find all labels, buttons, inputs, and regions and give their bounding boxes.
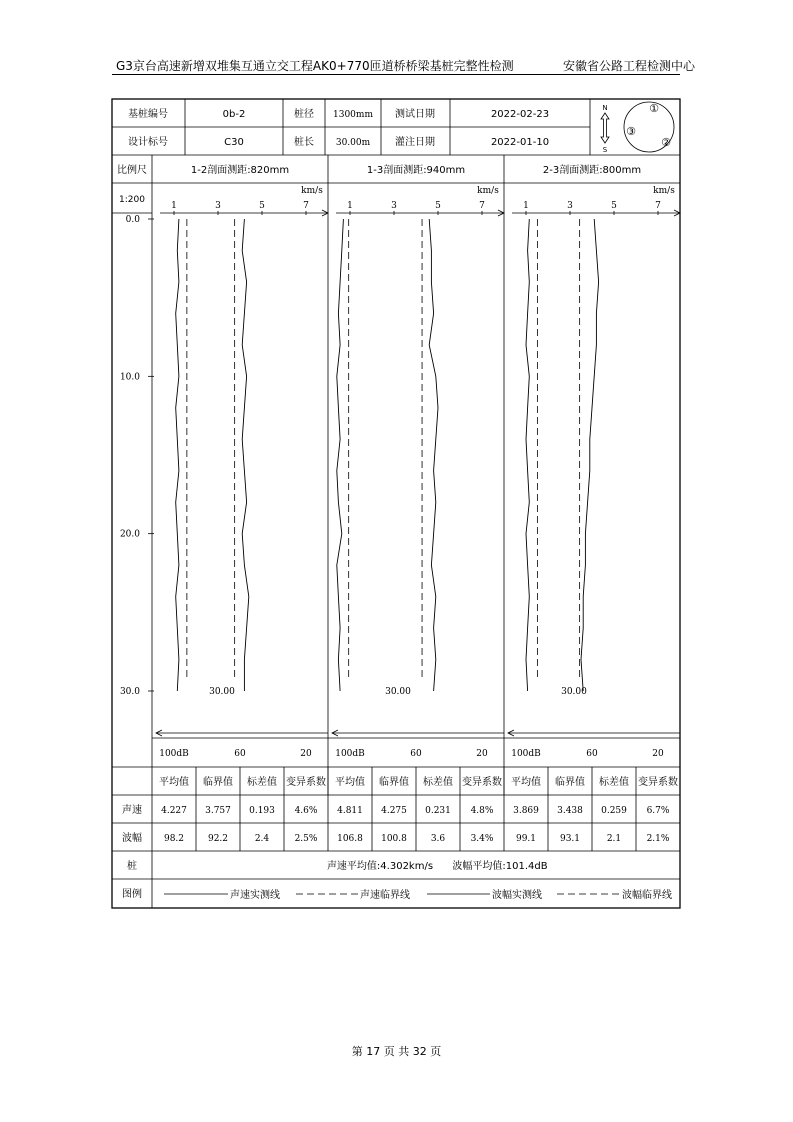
velocity-tick-label: 1: [347, 201, 353, 211]
stats-header-cell: 变异系数: [462, 777, 502, 788]
velocity-tick-label: 7: [479, 201, 485, 211]
amplitude-stat-cell: 98.2: [163, 834, 185, 844]
velocity-unit: km/s: [653, 186, 675, 196]
stats-table: [159, 775, 678, 844]
amplitude-measured-line: [337, 219, 344, 691]
velocity-tick-label: 7: [655, 201, 661, 211]
velocity-stat-cell: 6.7%: [646, 806, 670, 816]
velocity-stat-cell: 4.6%: [294, 806, 318, 816]
pile-no-value: 0b-2: [222, 109, 246, 120]
amplitude-stat-cell: 2.1%: [646, 834, 670, 844]
compass-south-label: S: [602, 146, 608, 154]
profile-title: 1-2剖面测距:820mm: [190, 165, 290, 176]
legend-row-label: 图例: [122, 889, 142, 900]
stats-header-cell: 标差值: [599, 777, 629, 788]
pile-no-label: 基桩编号: [128, 109, 168, 120]
depth-end-label: 30.00: [385, 687, 411, 697]
amplitude-tick-label: 100dB: [335, 749, 365, 759]
velocity-summary: 声速平均值:4.302km/s: [326, 861, 434, 872]
profile-panel-2: [332, 163, 504, 759]
velocity-unit: km/s: [301, 186, 323, 196]
amplitude-tick-label: 60: [586, 749, 598, 759]
velocity-measured-line: [242, 219, 249, 691]
stats-header-cell: 平均值: [159, 777, 189, 788]
chart-grid: [112, 155, 680, 908]
page-footer: 第 17 页 共 32 页: [351, 1045, 442, 1058]
tube-2-label: ②: [661, 136, 671, 149]
velocity-tick-label: 3: [215, 201, 221, 211]
depth-tick-label: 0.0: [125, 215, 140, 225]
velocity-tick-label: 7: [303, 201, 309, 211]
diameter-label: 桩径: [294, 109, 314, 120]
amplitude-tick-label: 20: [300, 749, 312, 759]
amplitude-stat-cell: 3.6: [430, 834, 446, 844]
scale-value: 1:200: [119, 195, 145, 205]
compass-arrow-icon: [601, 113, 609, 143]
tube-3-label: ③: [626, 125, 636, 138]
amplitude-summary: 波幅平均值:101.4dB: [452, 861, 548, 872]
pour-date-value: 2022-01-10: [490, 137, 550, 148]
document-header-org: 安徽省公路工程检测中心: [562, 59, 695, 73]
velocity-tick-label: 5: [259, 201, 265, 211]
velocity-tick-label: 1: [171, 201, 177, 211]
legend-item-velocity-measured: 声速实测线: [230, 890, 280, 901]
amplitude-measured-line: [526, 219, 529, 691]
stats-header-cell: 临界值: [379, 777, 409, 788]
velocity-tick-label: 5: [611, 201, 617, 211]
test-date-label: 测试日期: [395, 109, 435, 120]
velocity-tick-label: 3: [391, 201, 397, 211]
legend-item-amplitude-measured: 波幅实测线: [492, 890, 542, 901]
length-value: 30.00m: [335, 138, 371, 148]
grade-value: C30: [224, 137, 244, 148]
pile-row-label: 桩: [127, 861, 137, 872]
stats-header-cell: 标差值: [423, 777, 453, 788]
velocity-stat-cell: 4.811: [337, 806, 363, 816]
velocity-row-label: 声速: [122, 805, 142, 816]
legend-item-velocity-critical: 声速临界线: [360, 890, 410, 901]
amplitude-stat-cell: 93.1: [559, 834, 581, 844]
stats-header-cell: 变异系数: [638, 777, 678, 788]
tube-1-label: ①: [649, 102, 659, 115]
compass-north-label: N: [602, 104, 608, 112]
amplitude-stat-cell: 2.4: [254, 834, 270, 844]
pour-date-label: 灌注日期: [395, 137, 435, 148]
profile-title: 1-3剖面测距:940mm: [366, 165, 466, 176]
stats-header-cell: 标差值: [247, 777, 277, 788]
stats-header-cell: 临界值: [203, 777, 233, 788]
amplitude-stat-cell: 3.4%: [470, 834, 494, 844]
amplitude-tick-label: 60: [410, 749, 422, 759]
velocity-measured-line: [429, 219, 438, 691]
tube-layout-diagram: [601, 102, 674, 154]
stats-header-cell: 临界值: [555, 777, 585, 788]
amplitude-tick-label: 20: [476, 749, 488, 759]
velocity-tick-label: 3: [567, 201, 573, 211]
scale-label: 比例尺: [117, 165, 147, 176]
velocity-stat-cell: 3.438: [557, 806, 583, 816]
velocity-tick-label: 1: [523, 201, 529, 211]
amplitude-tick-label: 100dB: [511, 749, 541, 759]
velocity-stat-cell: 3.869: [513, 806, 539, 816]
depth-end-label: 30.00: [209, 687, 235, 697]
profile-title: 2-3剖面测距:800mm: [542, 165, 642, 176]
diameter-value: 1300mm: [333, 110, 373, 120]
stats-header-cell: 变异系数: [286, 777, 326, 788]
velocity-stat-cell: 4.275: [381, 806, 407, 816]
grade-label: 设计标号: [128, 137, 168, 148]
amplitude-measured-line: [176, 219, 179, 691]
profile-panel-3: [508, 163, 680, 759]
depth-tick-label: 30.0: [119, 687, 140, 697]
amplitude-tick-label: 100dB: [159, 749, 189, 759]
amplitude-stat-cell: 106.8: [337, 834, 363, 844]
document-header-title: G3京台高速新增双堆集互通立交工程AK0+770匝道桥桥梁基桩完整性检测: [116, 59, 514, 73]
length-label: 桩长: [294, 137, 314, 148]
velocity-stat-cell: 4.227: [161, 806, 187, 816]
amplitude-stat-cell: 92.2: [207, 834, 229, 844]
velocity-tick-label: 5: [435, 201, 441, 211]
velocity-unit: km/s: [477, 186, 499, 196]
velocity-stat-cell: 0.259: [601, 806, 627, 816]
legend-item-amplitude-critical: 波幅临界线: [622, 890, 672, 901]
stats-header-cell: 平均值: [511, 777, 541, 788]
velocity-stat-cell: 0.231: [425, 806, 451, 816]
amplitude-stat-cell: 100.8: [381, 834, 407, 844]
profile-panel-1: [156, 163, 328, 759]
stats-header-cell: 平均值: [335, 777, 365, 788]
depth-axis: [120, 215, 154, 697]
profile-panels: [156, 163, 680, 759]
velocity-measured-line: [581, 219, 599, 691]
depth-end-label: 30.00: [561, 687, 587, 697]
amplitude-tick-label: 60: [234, 749, 246, 759]
depth-tick-label: 20.0: [119, 529, 140, 540]
depth-tick-label: 10.0: [119, 372, 140, 383]
amplitude-stat-cell: 99.1: [515, 834, 537, 844]
velocity-stat-cell: 0.193: [249, 806, 275, 816]
amplitude-row-label: 波幅: [122, 833, 142, 844]
test-date-value: 2022-02-23: [490, 109, 550, 120]
amplitude-stat-cell: 2.1: [606, 834, 622, 844]
amplitude-tick-label: 20: [652, 749, 664, 759]
velocity-stat-cell: 3.757: [205, 806, 231, 816]
velocity-stat-cell: 4.8%: [470, 806, 494, 816]
amplitude-stat-cell: 2.5%: [294, 834, 318, 844]
